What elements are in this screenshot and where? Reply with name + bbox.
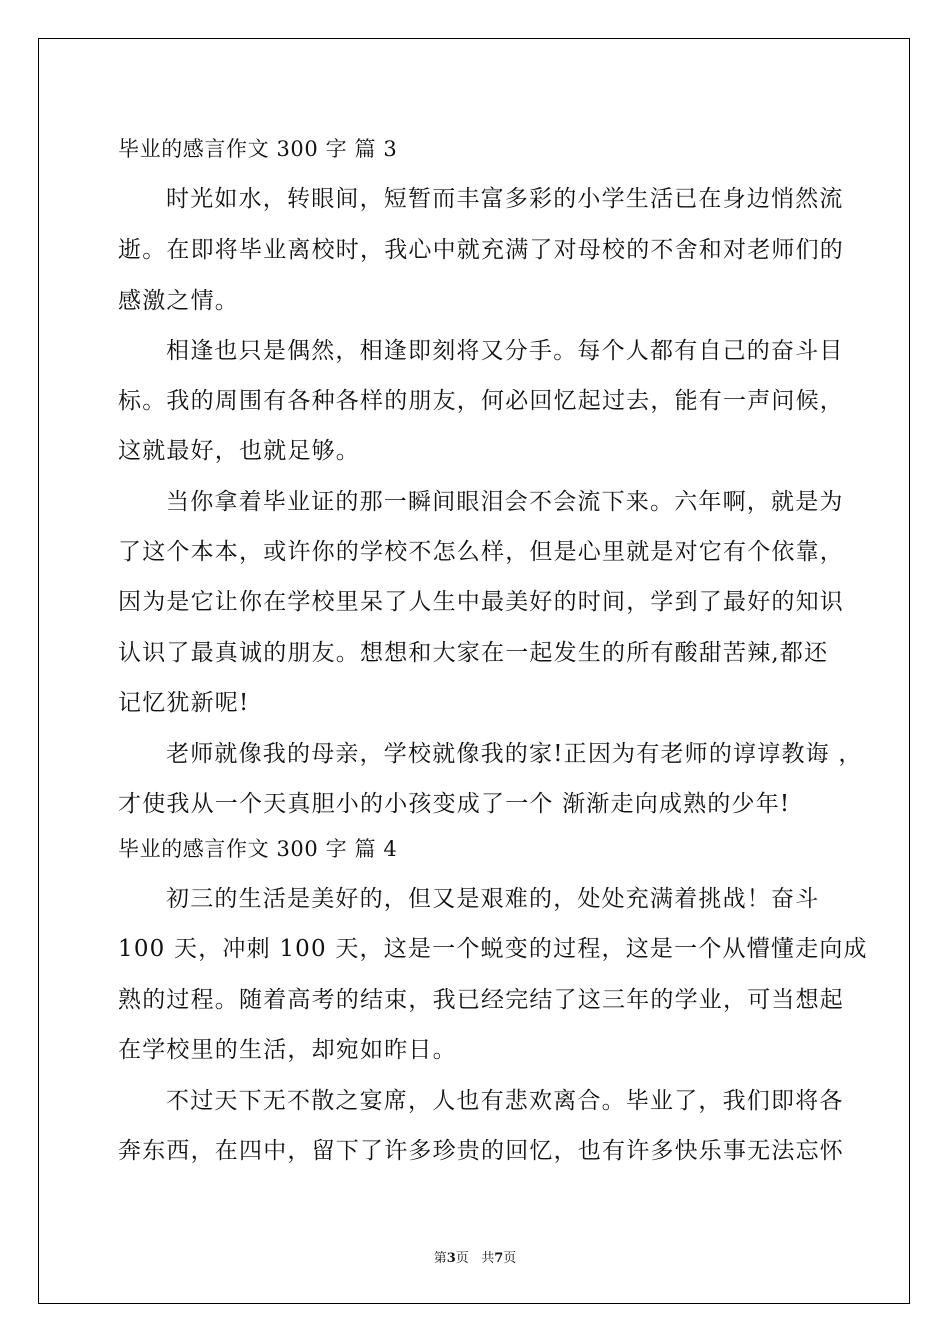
paragraph-line: 了这个本本，或许你的学校不怎么样，但是心里就是对它有个依靠，: [118, 539, 844, 565]
footer-total-suffix: 页: [503, 1251, 517, 1266]
section-heading-3: 毕业的感言作文 300 字 篇 3: [118, 137, 398, 161]
paragraph-line: 100 天，冲刺 100 天，这是一个蜕变的过程，这是一个从懵懂走向成: [118, 936, 868, 962]
paragraph-line: 相逢也只是偶然，相逢即刻将又分手。每个人都有自己的奋斗目: [166, 338, 844, 364]
paragraph-line: 当你拿着毕业证的那一瞬间眼泪会不会流下来。六年啊，就是为: [166, 489, 844, 515]
paragraph-line: 时光如水，转眼间，短暂而丰富多彩的小学生活已在身边悄然流: [166, 186, 844, 212]
paragraph-line: 因为是它让你在学校里呆了人生中最美好的时间，学到了最好的知识: [118, 589, 844, 615]
footer-total-prefix: 共: [481, 1251, 495, 1266]
paragraph-line: 感激之情。: [118, 288, 239, 314]
paragraph-line: 认识了最真诚的朋友。想想和大家在一起发生的所有酸甜苦辣,都还: [118, 640, 829, 666]
paragraph-line: 熟的过程。随着高考的结束，我已经完结了这三年的学业，可当想起: [118, 987, 844, 1013]
page-footer: [0, 1247, 950, 1266]
section-heading-4: 毕业的感言作文 300 字 篇 4: [118, 837, 398, 861]
paragraph-line: 这就最好，也就足够。: [118, 438, 360, 464]
paragraph-line: 才使我从一个天真胆小的小孩变成了一个 渐渐走向成熟的少年!: [118, 791, 791, 817]
paragraph-line: 记忆犹新呢!: [118, 690, 250, 716]
footer-total-pages: 7: [494, 1251, 504, 1266]
paragraph-line: 逝。在即将毕业离校时，我心中就充满了对母校的不舍和对老师们的: [118, 237, 844, 263]
footer-page-suffix: 页: [455, 1251, 469, 1266]
paragraph-line: 不过天下无不散之宴席，人也有悲欢离合。毕业了，我们即将各: [166, 1088, 844, 1114]
paragraph-line: 在学校里的生活，却宛如昨日。: [118, 1037, 457, 1063]
paragraph-line: 初三的生活是美好的，但又是艰难的，处处充满着挑战！奋斗: [166, 886, 820, 912]
paragraph-line: 老师就像我的母亲，学校就像我的家!正因为有老师的谆谆教诲 ，: [166, 741, 863, 767]
footer-prefix: 第: [433, 1251, 447, 1266]
paragraph-line: 奔东西，在四中，留下了许多珍贵的回忆，也有许多快乐事无法忘怀: [118, 1138, 844, 1164]
paragraph-line: 标。我的周围有各种各样的朋友，何必回忆起过去，能有一声问候，: [118, 388, 844, 414]
footer-page-number: 3: [446, 1251, 456, 1266]
